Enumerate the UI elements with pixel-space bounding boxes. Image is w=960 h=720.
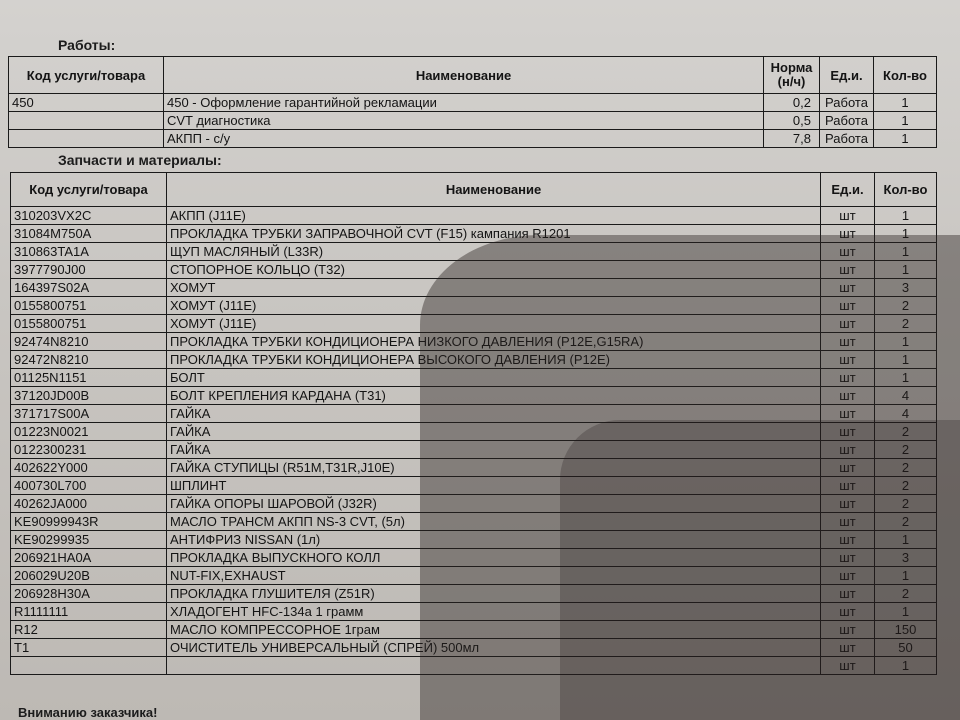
table-row xyxy=(11,279,937,297)
cell-unit: шт xyxy=(821,387,875,405)
table-row xyxy=(11,495,937,513)
cell-code: 01223N0021 xyxy=(11,423,167,441)
cell-qty: 50 xyxy=(875,639,937,657)
table-row xyxy=(11,387,937,405)
parts-header-code: Код услуги/товара xyxy=(11,173,167,207)
cell-name: ГАЙКА ОПОРЫ ШАРОВОЙ (J32R) xyxy=(167,495,821,513)
footer-note: Вниманию заказчика! xyxy=(18,705,158,720)
cell-code: 310863TA1A xyxy=(11,243,167,261)
cell-name: БОЛТ xyxy=(167,369,821,387)
parts-section-title: Запчасти и материалы: xyxy=(58,152,222,168)
table-row xyxy=(11,369,937,387)
table-row xyxy=(11,405,937,423)
cell-qty: 2 xyxy=(875,513,937,531)
cell-code: 01125N1151 xyxy=(11,369,167,387)
cell-unit: шт xyxy=(821,261,875,279)
table-row xyxy=(11,603,937,621)
cell-unit: шт xyxy=(821,279,875,297)
table-row xyxy=(11,441,937,459)
cell-qty: 1 xyxy=(874,130,937,148)
cell-qty: 1 xyxy=(875,333,937,351)
cell-qty: 1 xyxy=(875,261,937,279)
cell-unit: шт xyxy=(821,603,875,621)
cell-norm: 0,5 xyxy=(764,112,820,130)
cell-code: 400730L700 xyxy=(11,477,167,495)
cell-qty: 2 xyxy=(875,315,937,333)
cell-unit: шт xyxy=(821,297,875,315)
cell-name: ГАЙКА xyxy=(167,405,821,423)
cell-code: 37120JD00B xyxy=(11,387,167,405)
cell-unit: шт xyxy=(821,549,875,567)
cell-code: 31084M750A xyxy=(11,225,167,243)
table-row xyxy=(11,549,937,567)
cell-name: 450 - Оформление гарантийной рекламации xyxy=(164,94,764,112)
cell-name: СТОПОРНОЕ КОЛЬЦО (T32) xyxy=(167,261,821,279)
cell-unit: шт xyxy=(821,225,875,243)
table-row xyxy=(11,639,937,657)
cell-qty: 1 xyxy=(875,657,937,675)
works-header-name: Наименование xyxy=(164,57,764,94)
cell-unit: шт xyxy=(821,495,875,513)
cell-name: БОЛТ КРЕПЛЕНИЯ КАРДАНА (T31) xyxy=(167,387,821,405)
cell-name: ГАЙКА xyxy=(167,441,821,459)
cell-code: KE90299935 xyxy=(11,531,167,549)
parts-table xyxy=(10,172,937,675)
cell-code xyxy=(9,112,164,130)
works-header-code: Код услуги/товара xyxy=(9,57,164,94)
parts-header-name: Наименование xyxy=(167,173,821,207)
cell-qty: 2 xyxy=(875,585,937,603)
cell-qty: 3 xyxy=(875,279,937,297)
cell-unit: шт xyxy=(821,567,875,585)
table-row xyxy=(9,130,937,148)
works-section-title: Работы: xyxy=(58,37,116,53)
cell-unit: Работа xyxy=(820,112,874,130)
table-row xyxy=(11,567,937,585)
cell-unit: шт xyxy=(821,585,875,603)
cell-qty: 1 xyxy=(875,603,937,621)
table-row xyxy=(11,297,937,315)
cell-unit: шт xyxy=(821,459,875,477)
cell-name: ХОМУТ (J11E) xyxy=(167,297,821,315)
cell-code: 0155800751 xyxy=(11,297,167,315)
cell-name: ХЛАДОГЕНТ HFC-134a 1 грамм xyxy=(167,603,821,621)
cell-qty: 2 xyxy=(875,495,937,513)
cell-code: 3977790J00 xyxy=(11,261,167,279)
cell-unit: шт xyxy=(821,351,875,369)
cell-code: 92474N8210 xyxy=(11,333,167,351)
cell-qty: 2 xyxy=(875,459,937,477)
table-row xyxy=(11,315,937,333)
cell-code: 0155800751 xyxy=(11,315,167,333)
table-row xyxy=(11,621,937,639)
cell-unit: шт xyxy=(821,513,875,531)
cell-qty: 150 xyxy=(875,621,937,639)
works-header-norm: Норма (н/ч) xyxy=(764,57,820,94)
cell-qty: 1 xyxy=(875,225,937,243)
cell-name: ПРОКЛАДКА ТРУБКИ ЗАПРАВОЧНОЙ CVT (F15) кампания R1201 xyxy=(167,225,821,243)
cell-unit: шт xyxy=(821,423,875,441)
cell-qty: 2 xyxy=(875,441,937,459)
cell-code: 371717S00A xyxy=(11,405,167,423)
cell-name: ХОМУТ (J11E) xyxy=(167,315,821,333)
cell-unit: шт xyxy=(821,621,875,639)
table-row xyxy=(11,351,937,369)
cell-qty: 1 xyxy=(875,243,937,261)
works-header-qty: Кол-во xyxy=(874,57,937,94)
cell-qty: 1 xyxy=(874,94,937,112)
cell-qty: 4 xyxy=(875,405,937,423)
cell-name: ПРОКЛАДКА ГЛУШИТЕЛЯ (Z51R) xyxy=(167,585,821,603)
cell-qty: 1 xyxy=(875,369,937,387)
cell-code: 206029U20B xyxy=(11,567,167,585)
cell-qty: 1 xyxy=(874,112,937,130)
cell-unit: шт xyxy=(821,477,875,495)
cell-name: ГАЙКА СТУПИЦЫ (R51M,T31R,J10E) xyxy=(167,459,821,477)
cell-unit: шт xyxy=(821,405,875,423)
cell-qty: 1 xyxy=(875,351,937,369)
table-row xyxy=(11,513,937,531)
parts-header-qty: Кол-во xyxy=(875,173,937,207)
cell-code: KE90999943R xyxy=(11,513,167,531)
cell-unit: шт xyxy=(821,639,875,657)
cell-qty: 2 xyxy=(875,297,937,315)
cell-code xyxy=(11,657,167,675)
table-row xyxy=(9,112,937,130)
cell-name: ШПЛИНТ xyxy=(167,477,821,495)
table-row xyxy=(11,423,937,441)
cell-name: NUT-FIX,EXHAUST xyxy=(167,567,821,585)
cell-unit: шт xyxy=(821,369,875,387)
table-row xyxy=(9,94,937,112)
table-row xyxy=(11,459,937,477)
parts-header-unit: Ед.и. xyxy=(821,173,875,207)
cell-unit: шт xyxy=(821,441,875,459)
cell-code: 310203VX2C xyxy=(11,207,167,225)
cell-qty: 4 xyxy=(875,387,937,405)
cell-code: 0122300231 xyxy=(11,441,167,459)
cell-unit: шт xyxy=(821,315,875,333)
cell-code xyxy=(9,130,164,148)
cell-name: ЩУП МАСЛЯНЫЙ (L33R) xyxy=(167,243,821,261)
table-row xyxy=(11,531,937,549)
cell-unit: Работа xyxy=(820,130,874,148)
cell-code: 40262JA000 xyxy=(11,495,167,513)
cell-name xyxy=(167,657,821,675)
cell-name: АНТИФРИЗ NISSAN (1л) xyxy=(167,531,821,549)
cell-name: АКПП - с/у xyxy=(164,130,764,148)
cell-name: ХОМУТ xyxy=(167,279,821,297)
table-row xyxy=(11,225,937,243)
cell-qty: 2 xyxy=(875,477,937,495)
table-row xyxy=(11,657,937,675)
cell-code: 92472N8210 xyxy=(11,351,167,369)
cell-code: 450 xyxy=(9,94,164,112)
table-row xyxy=(11,261,937,279)
cell-unit: шт xyxy=(821,243,875,261)
cell-name: ПРОКЛАДКА ТРУБКИ КОНДИЦИОНЕРА ВЫСОКОГО ДАВЛЕНИЯ (P12E) xyxy=(167,351,821,369)
cell-unit: шт xyxy=(821,207,875,225)
cell-code: 206928H30A xyxy=(11,585,167,603)
cell-unit: шт xyxy=(821,657,875,675)
cell-name: ОЧИСТИТЕЛЬ УНИВЕРСАЛЬНЫЙ (СПРЕЙ) 500мл xyxy=(167,639,821,657)
cell-name: МАСЛО КОМПРЕССОРНОЕ 1грам xyxy=(167,621,821,639)
table-row xyxy=(11,243,937,261)
table-row xyxy=(11,333,937,351)
cell-code: 402622Y000 xyxy=(11,459,167,477)
cell-unit: шт xyxy=(821,333,875,351)
table-row xyxy=(11,207,937,225)
cell-qty: 1 xyxy=(875,567,937,585)
works-header-unit: Ед.и. xyxy=(820,57,874,94)
table-row xyxy=(11,477,937,495)
cell-code: T1 xyxy=(11,639,167,657)
cell-code: 164397S02A xyxy=(11,279,167,297)
cell-code: 206921HA0A xyxy=(11,549,167,567)
cell-code: R1111111 xyxy=(11,603,167,621)
cell-name: АКПП (J11E) xyxy=(167,207,821,225)
cell-norm: 0,2 xyxy=(764,94,820,112)
works-table xyxy=(8,56,937,148)
cell-unit: шт xyxy=(821,531,875,549)
cell-name: ПРОКЛАДКА ВЫПУСКНОГО КОЛЛ xyxy=(167,549,821,567)
table-row xyxy=(11,585,937,603)
cell-unit: Работа xyxy=(820,94,874,112)
cell-qty: 3 xyxy=(875,549,937,567)
cell-norm: 7,8 xyxy=(764,130,820,148)
cell-name: CVT диагностика xyxy=(164,112,764,130)
cell-name: ГАЙКА xyxy=(167,423,821,441)
cell-qty: 1 xyxy=(875,531,937,549)
cell-name: ПРОКЛАДКА ТРУБКИ КОНДИЦИОНЕРА НИЗКОГО ДАВЛЕНИЯ (P12E,G15RA) xyxy=(167,333,821,351)
cell-name: МАСЛО ТРАНСМ АКПП NS-3 CVT, (5л) xyxy=(167,513,821,531)
cell-qty: 1 xyxy=(875,207,937,225)
cell-code: R12 xyxy=(11,621,167,639)
cell-qty: 2 xyxy=(875,423,937,441)
